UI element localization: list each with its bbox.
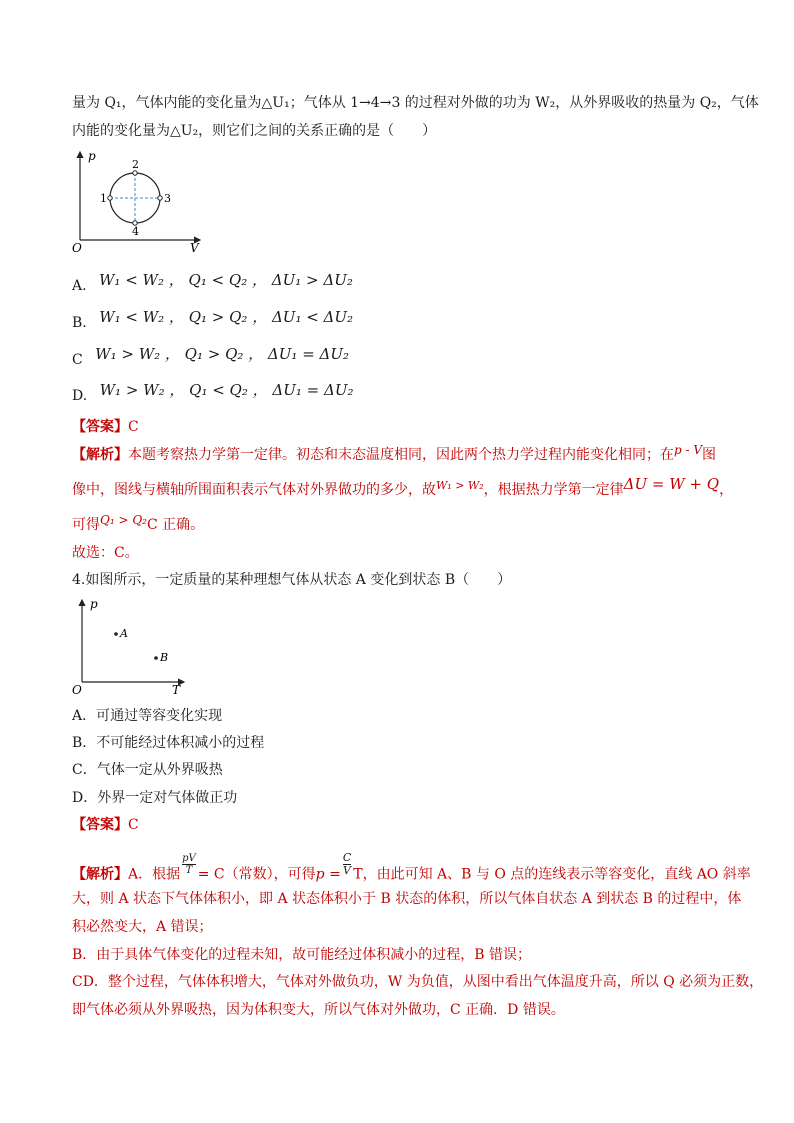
q4-b-label: B	[160, 651, 169, 664]
q4-analysis-a1-end: T，由此可知 A、B 与 O 点的连线表示等容变化，直线 AO 斜率	[353, 866, 751, 883]
q4-p-label: p	[90, 597, 98, 611]
q4-analysis-a1-eq: p =	[315, 866, 341, 883]
q4-fraction-c-numerator: C	[342, 851, 352, 864]
q4-fraction-c-denominator: V	[343, 864, 351, 877]
q3-option-c	[72, 345, 350, 369]
q4-analysis-a1-pre: A．根据	[128, 866, 181, 883]
q4-point-b	[154, 656, 158, 660]
q4-analysis-b: B．由于具体气体变化的过程未知，故可能经过体积减小的过程，B 错误；	[72, 947, 532, 963]
q3-point-2	[133, 171, 137, 175]
q3-stem-line1: 量为 Q₁，气体内能的变化量为△U₁；气体从 1→4→3 的过程对外做的功为 W₂，从外界吸收的热量为 Q₂，气体	[72, 95, 759, 111]
q4-fraction-pv-t	[182, 853, 196, 876]
q3-option-a-letter: A.	[72, 278, 87, 294]
q3-analysis-end3: C 正确。	[146, 517, 205, 533]
q4-analysis-cd2: 即气体必须从外界吸热，因为体积变大，所以气体对外做功，C 正确．D 错误。	[72, 1002, 565, 1018]
q4-analysis-a1-mid: = C（常数），可得	[197, 866, 316, 883]
q3-p-label: p	[88, 149, 96, 163]
q3-option-b-text: W₁ < W₂ ， Q₁ > Q₂ ， ΔU₁ < ΔU₂	[99, 308, 354, 326]
q3-analysis-mid2: ，根据热力学第一定律	[483, 482, 624, 498]
q3-option-c-letter: C	[72, 352, 83, 368]
q4-point-a	[114, 632, 118, 636]
q3-analysis-line3	[72, 513, 205, 534]
q3-analysis-math1: p - V	[674, 443, 703, 457]
q4-fraction-pv-denominator: T	[185, 865, 193, 876]
q3-option-d-text: W₁ > W₂ ， Q₁ < Q₂ ， ΔU₁ = ΔU₂	[99, 381, 354, 399]
q3-answer	[72, 418, 139, 436]
q4-pt-diagram	[70, 596, 190, 696]
q3-analysis-math4: Q₁ > Q₂	[100, 513, 147, 527]
q4-option-d: D．外界一定对气体做正功	[72, 790, 238, 806]
q3-analysis-math2: W₁ > W₂	[436, 479, 484, 492]
q3-analysis-tag: 【解析】	[72, 447, 128, 463]
q3-point-1	[108, 196, 112, 200]
q3-answer-value: C	[128, 419, 139, 435]
q4-option-a: A．可通过等容变化实现	[72, 708, 223, 724]
q3-stem-line2: 内能的变化量为△U₂，则它们之间的关系正确的是（ ）	[72, 123, 437, 139]
q4-analysis-line1	[72, 851, 751, 887]
q4-fraction-c-v	[343, 852, 351, 877]
q3-analysis-text2: 像中，图线与横轴所围面积表示气体对外界做功的多少，故	[72, 482, 436, 498]
q3-label-1: 1	[100, 192, 107, 205]
q4-analysis-cd1: CD．整个过程，气体体积增大，气体对外做负功，W 为负值，从图中看出气体温度升高，所以 Q 必须为正数，	[72, 974, 764, 990]
q4-analysis-tag: 【解析】	[72, 866, 128, 883]
q4-analysis-line3: 积必然变大，A 错误；	[72, 919, 213, 935]
q3-analysis-line2	[72, 475, 734, 500]
q3-pv-diagram	[70, 148, 210, 254]
q4-stem: 4.如图所示，一定质量的某种理想气体从状态 A 变化到状态 B（ ）	[72, 572, 512, 588]
q3-option-a-text: W₁ < W₂ ， Q₁ < Q₂ ， ΔU₁ > ΔU₂	[99, 271, 353, 289]
q3-option-d	[72, 381, 354, 405]
q3-label-3: 3	[164, 192, 171, 205]
q4-option-b: B．不可能经过体积减小的过程	[72, 735, 265, 751]
q4-answer-value: C	[128, 817, 139, 833]
q3-point-3	[158, 196, 162, 200]
q4-fraction-pv-numerator: pV	[182, 853, 196, 864]
q3-option-b	[72, 308, 354, 332]
q3-conclusion: 故选：C。	[72, 545, 139, 561]
q3-option-d-letter: D.	[72, 388, 88, 404]
q4-t-label: T	[172, 683, 181, 696]
q4-origin-label: O	[72, 683, 82, 696]
q3-analysis-end1: 图	[702, 447, 717, 463]
q3-analysis-line1	[72, 443, 717, 464]
q4-a-label: A	[120, 627, 128, 640]
q3-analysis-math3: ΔU = W + Q	[623, 475, 720, 493]
q3-label-2: 2	[132, 158, 139, 171]
q3-v-label: V	[190, 241, 199, 254]
q3-option-c-text: W₁ > W₂ ， Q₁ > Q₂ ， ΔU₁ = ΔU₂	[95, 345, 350, 363]
q3-option-a	[72, 271, 353, 295]
q4-analysis-line2: 大，则 A 状态下气体体积小，即 A 状态体积小于 B 状态的体积，所以气体自状态 A 到状态 B 的过程中，体	[72, 891, 742, 907]
q3-option-b-letter: B.	[72, 315, 87, 331]
q3-origin-label: O	[72, 241, 82, 254]
q3-analysis-end2: ，	[719, 482, 734, 498]
q3-analysis-pre3: 可得	[72, 517, 100, 533]
q3-analysis-text1: 本题考察热力学第一定律。初态和末态温度相同，因此两个热力学过程内能变化相同；在	[128, 447, 674, 463]
q3-label-4: 4	[132, 225, 139, 238]
q3-answer-tag: 【答案】	[72, 419, 128, 435]
q4-answer	[72, 816, 139, 834]
q4-option-c: C．气体一定从外界吸热	[72, 762, 223, 778]
q4-answer-tag: 【答案】	[72, 817, 128, 833]
